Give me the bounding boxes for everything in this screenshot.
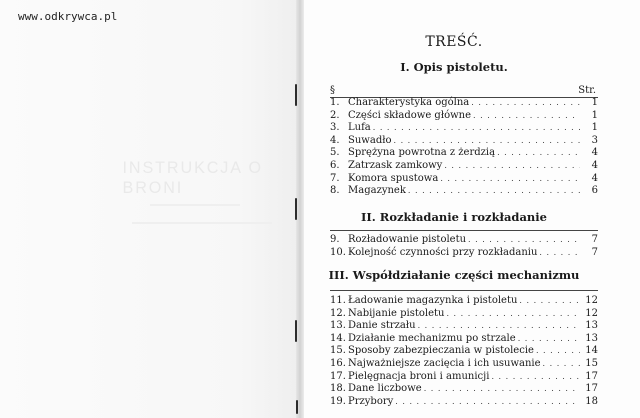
toc-item: 3. Lufa . . . 1 xyxy=(330,122,598,135)
toc-item: 5. Sprężyna powrotna z żerdzią . . . 4 xyxy=(330,147,598,160)
toc-list-2 xyxy=(330,234,598,259)
toc-item: 15. Sposoby zabezpieczania w pistolecie . . . 14 xyxy=(330,345,598,358)
toc-item: 7. Komora spustowa . . . 4 xyxy=(330,173,598,186)
section-rule xyxy=(330,230,598,231)
binding-mark xyxy=(296,400,298,414)
toc-item: 12. Nabijanie pistoletu . . . 12 xyxy=(330,308,598,321)
toc-item: 19. Przybory . . . 18 xyxy=(330,396,598,409)
toc-item: 18. Dane liczbowe . . . 17 xyxy=(330,383,598,396)
section-mark: § xyxy=(330,85,335,96)
toc-item: 17. Pielęgnacja broni i amunicji . . . 17 xyxy=(330,371,598,384)
page-column-label: Str. xyxy=(578,85,596,96)
binding-mark xyxy=(295,198,297,220)
faint-line xyxy=(150,204,240,206)
toc-item: 4. Suwadło . . . 3 xyxy=(330,135,598,148)
toc-item: 8. Magazynek . . . 6 xyxy=(330,185,598,198)
faint-cover-text: INSTRUKCJA O BRONI xyxy=(122,158,263,197)
watermark: www.odkrywca.pl xyxy=(18,10,118,23)
book-spine xyxy=(296,0,304,418)
toc-item: 9. Rozładowanie pistoletu . . . 7 xyxy=(330,234,598,247)
section-rule xyxy=(330,290,598,291)
faint-line xyxy=(132,222,272,224)
binding-mark xyxy=(295,320,297,342)
section-title-3: III. Współdziałanie części mechanizmu xyxy=(328,268,580,282)
section-title-2: II. Rozkładanie i rozkładanie xyxy=(361,210,547,224)
toc-item: 1. Charakterystyka ogólna . . . 1 xyxy=(330,97,598,110)
toc-item: 16. Najważniejsze zacięcia i ich usuwanie . . . 15 xyxy=(330,358,598,371)
section-title-1: I. Opis pistoletu. xyxy=(400,60,508,74)
toc-item: 14. Działanie mechanizmu po strzale . . . 13 xyxy=(330,333,598,346)
binding-mark xyxy=(295,84,297,106)
toc-item: 10. Kolejność czynności przy rozkładaniu . . . 7 xyxy=(330,247,598,260)
left-page xyxy=(0,0,300,418)
column-header xyxy=(330,85,596,96)
toc-item: 6. Zatrzask zamkowy . . . 4 xyxy=(330,160,598,173)
toc-item: 13. Danie strzału . . . 13 xyxy=(330,320,598,333)
toc-list-3 xyxy=(330,295,598,408)
toc-item: 11. Ładowanie magazynka i pistoletu . . . 12 xyxy=(330,295,598,308)
toc-list-1 xyxy=(330,97,598,198)
toc-item: 2. Części składowe główne . . . 1 xyxy=(330,110,598,123)
page-title: TREŚĆ. xyxy=(425,34,483,50)
